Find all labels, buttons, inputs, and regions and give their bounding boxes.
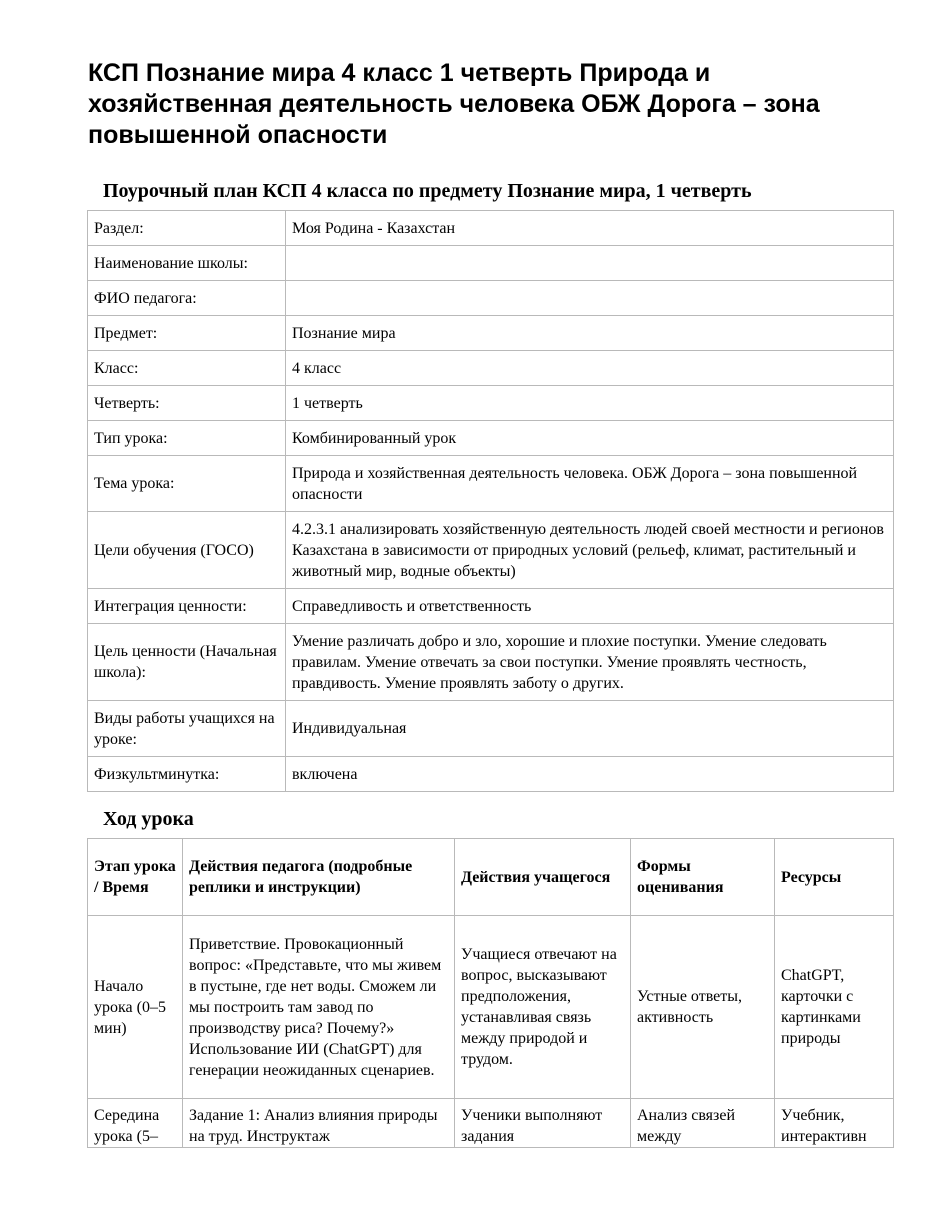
row-value (286, 246, 894, 281)
table-row (88, 281, 894, 316)
row-label: Четверть: (88, 386, 286, 421)
row-value: 4 класс (286, 351, 894, 386)
column-header-assessment: Формы оценивания (631, 839, 775, 916)
row-value: Справедливость и ответственность (286, 589, 894, 624)
row-label: Цель ценности (Начальная школа): (88, 624, 286, 701)
table-row (88, 1099, 894, 1148)
row-value: 4.2.3.1 анализировать хозяйственную деятельность людей своей местности и регионов Казахстана в зависимости от природных условий (рельеф, климат, растительный и животный мир, водные объекты) (286, 512, 894, 589)
row-value: Комбинированный урок (286, 421, 894, 456)
row-label: Физкультминутка: (88, 757, 286, 792)
table-row (88, 246, 894, 281)
table-row (88, 211, 894, 246)
stage-cell: Середина урока (5– (88, 1099, 183, 1148)
teacher-actions-cell: Приветствие. Провокационный вопрос: «Представьте, что мы живем в пустыне, где нет воды. Сможем ли мы построить там завод по производству риса? Почему?» Использование ИИ (ChatGPT) для генерации неожиданных сценариев. (183, 916, 455, 1099)
table-row (88, 624, 894, 701)
row-label: Цели обучения (ГОСО) (88, 512, 286, 589)
student-actions-cell: Ученики выполняют задания (455, 1099, 631, 1148)
table-row (88, 351, 894, 386)
column-header-student-actions: Действия учащегося (455, 839, 631, 916)
table-header-row (88, 839, 894, 916)
table-row (88, 316, 894, 351)
lesson-info-table (87, 210, 894, 792)
lesson-flow-heading: Ход урока (103, 808, 194, 830)
table-row (88, 456, 894, 512)
document-title: КСП Познание мира 4 класс 1 четверть Природа и хозяйственная деятельность человека ОБЖ Дорога – зона повышенной опасности (88, 59, 820, 149)
resources-cell: Учебник, интерактивн (775, 1099, 894, 1148)
row-label: Класс: (88, 351, 286, 386)
table-row (88, 386, 894, 421)
row-label: ФИО педагога: (88, 281, 286, 316)
column-header-teacher-actions: Действия педагога (подробные реплики и инструкции) (183, 839, 455, 916)
assessment-cell: Анализ связей между (631, 1099, 775, 1148)
table-row (88, 421, 894, 456)
row-value (286, 281, 894, 316)
column-header-resources: Ресурсы (775, 839, 894, 916)
table-row (88, 701, 894, 757)
row-label: Раздел: (88, 211, 286, 246)
teacher-actions-cell: Задание 1: Анализ влияния природы на труд. Инструктаж (183, 1099, 455, 1148)
table-row (88, 512, 894, 589)
row-value: включена (286, 757, 894, 792)
table-row (88, 757, 894, 792)
row-label: Интеграция ценности: (88, 589, 286, 624)
row-value: Умение различать добро и зло, хорошие и плохие поступки. Умение следовать правилам. Умение отвечать за свои поступки. Умение проявлять честность, правдивость. Умение проявлять заботу о других. (286, 624, 894, 701)
row-value: 1 четверть (286, 386, 894, 421)
row-label: Тип урока: (88, 421, 286, 456)
resources-cell: ChatGPT, карточки с картинками природы (775, 916, 894, 1099)
stage-cell: Начало урока (0–5 мин) (88, 916, 183, 1099)
table-row (88, 589, 894, 624)
column-header-stage: Этап урока / Время (88, 839, 183, 916)
row-label: Наименование школы: (88, 246, 286, 281)
assessment-cell: Устные ответы, активность (631, 916, 775, 1099)
row-value: Индивидуальная (286, 701, 894, 757)
row-value: Природа и хозяйственная деятельность человека. ОБЖ Дорога – зона повышенной опасности (286, 456, 894, 512)
lesson-flow-table (87, 838, 894, 1148)
plan-heading: Поурочный план КСП 4 класса по предмету Познание мира, 1 четверть (103, 180, 752, 202)
row-label: Тема урока: (88, 456, 286, 512)
row-value: Моя Родина - Казахстан (286, 211, 894, 246)
row-label: Виды работы учащихся на уроке: (88, 701, 286, 757)
row-label: Предмет: (88, 316, 286, 351)
row-value: Познание мира (286, 316, 894, 351)
table-row (88, 916, 894, 1099)
student-actions-cell: Учащиеся отвечают на вопрос, высказывают предположения, устанавливая связь между природой и трудом. (455, 916, 631, 1099)
